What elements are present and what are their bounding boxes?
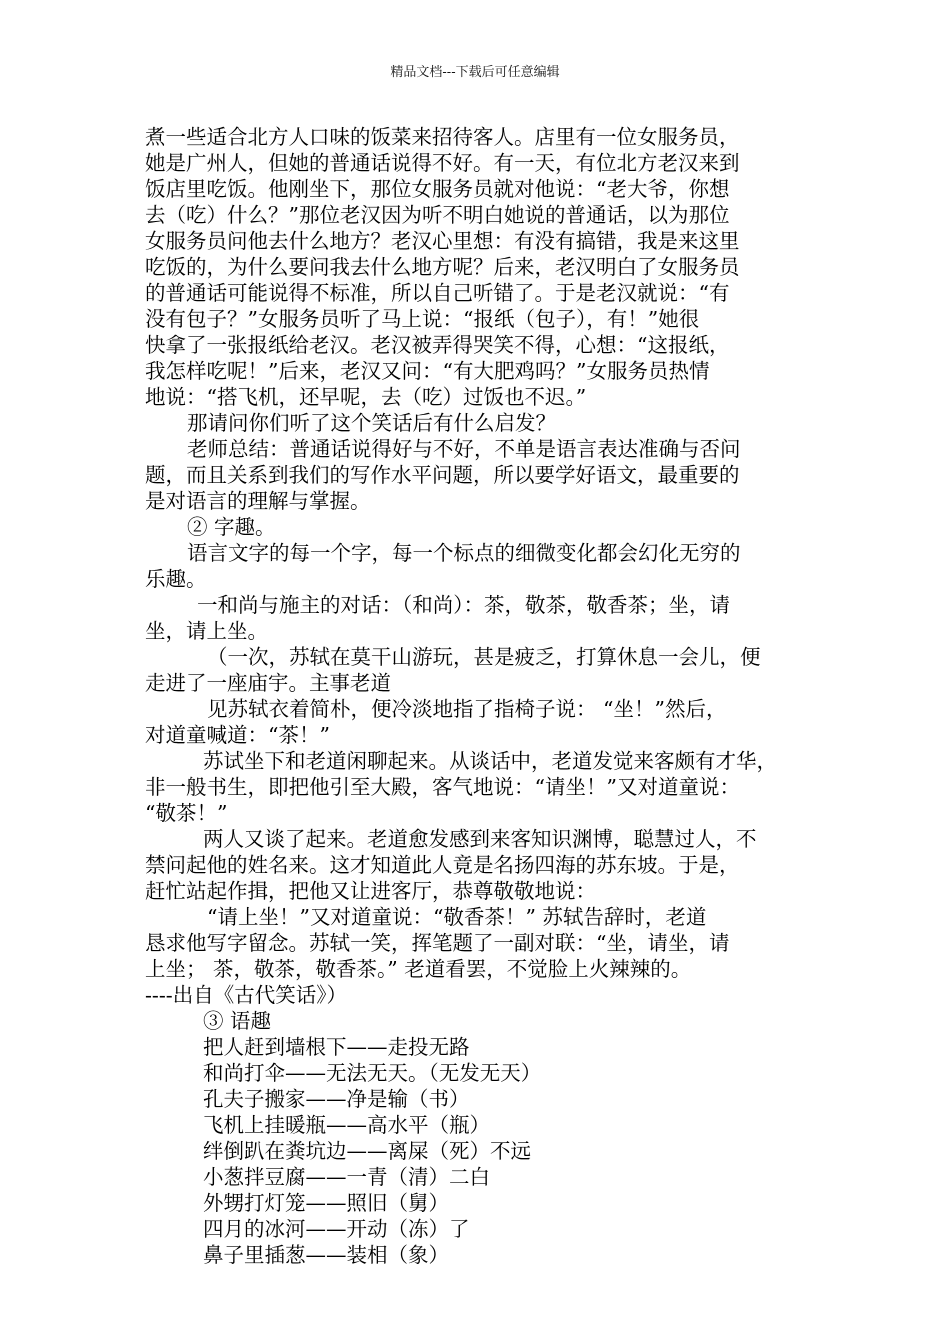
list-item: 和尚打伞——无法无天。（无发无天） <box>203 1061 542 1085</box>
text-line: 苏试坐下和老道闲聊起来。从谈话中，老道发觉来客颇有才华， <box>203 749 777 773</box>
text-line: 一和尚与施主的对话：（和尚）：茶，敬茶，敬香茶；坐，请 <box>197 593 730 617</box>
text-line: 对道童喊道：“茶！” <box>145 723 330 747</box>
list-item: 把人赶到墙根下——走投无路 <box>203 1035 470 1059</box>
text-line: 非一般书生，即把他引至大殿，客气地说：“请坐！”又对道童说： <box>145 775 740 799</box>
list-item: 绊倒趴在粪坑边——离屎（死）不远 <box>203 1139 531 1163</box>
list-item: 四月的冰河——开动（冻）了 <box>203 1217 470 1241</box>
text-line: 两人又谈了起来。老道愈发感到来客知识渊博，聪慧过人，不 <box>203 827 757 851</box>
text-line: 没有包子？”女服务员听了马上说：“报纸（包子），有！”她很 <box>145 307 700 331</box>
text-line: 地说：“搭飞机，还早呢，去（吃）过饭也不迟。” <box>145 385 587 409</box>
teacher-summary: 老师总结：普通话说得好与不好，不单是语言表达准确与否问 <box>187 437 741 461</box>
list-item: 孔夫子搬家——净是输（书） <box>203 1087 470 1111</box>
text-line: 语言文字的每一个字，每一个标点的细微变化都会幻化无穷的 <box>187 541 741 565</box>
text-line: 恳求他写字留念。苏轼一笑，挥笔题了一副对联：“坐，请坐，请 <box>145 931 730 955</box>
document-body <box>145 124 809 1268</box>
text-line: 上坐； 茶，敬茶，敬香茶。” 老道看罢，不觉脸上火辣辣的。 <box>145 957 692 981</box>
text-line: 的普通话可能说得不标准，所以自己听错了。于是老汉就说：“有 <box>145 281 730 305</box>
list-item: 飞机上挂暖瓶——高水平（瓶） <box>203 1113 490 1137</box>
source-citation: ----出自《古代笑话》） <box>145 983 347 1007</box>
list-item: 小葱拌豆腐——一青（清）二白 <box>203 1165 490 1189</box>
question-line: 那请问你们听了这个笑话后有什么启发？ <box>187 411 556 435</box>
text-line: 煮一些适合北方人口味的饭菜来招待客人。店里有一位女服务员， <box>145 125 740 149</box>
text-line: 去（吃）什么？”那位老汉因为听不明白她说的普通话，以为那位 <box>145 203 730 227</box>
text-line: 吃饭的，为什么要问我去什么地方呢？后来，老汉明白了女服务员 <box>145 255 740 279</box>
text-line: 见苏轼衣着简朴，便冷淡地指了指椅子说： “坐！”然后， <box>207 697 727 721</box>
text-line: 我怎样吃呢！”后来，老汉又问：“有大肥鸡吗？”女服务员热情 <box>145 359 710 383</box>
page-header: 精品文档---下载后可任意编辑 <box>390 65 560 80</box>
text-line: 女服务员问他去什么地方？老汉心里想：有没有搞错，我是来这里 <box>145 229 740 253</box>
text-line: 她是广州人，但她的普通话说得不好。有一天，有位北方老汉来到 <box>145 151 740 175</box>
text-line: “敬茶！” <box>145 801 228 825</box>
list-item: 外甥打灯笼——照旧（舅） <box>203 1191 449 1215</box>
text-line: 走进了一座庙宇。主事老道 <box>145 671 391 695</box>
text-line: （一次，苏轼在莫干山游玩，甚是疲乏，打算休息一会儿，便 <box>207 645 761 669</box>
list-item: 鼻子里插葱——装相（象） <box>203 1243 449 1267</box>
text-line: 题，而且关系到我们的写作水平问题，所以要学好语文，最重要的 <box>145 463 740 487</box>
section-heading-yu-qu: ③ 语趣 <box>203 1009 272 1033</box>
text-line: 乐趣。 <box>145 567 207 591</box>
text-line: 饭店里吃饭。他刚坐下，那位女服务员就对他说：“老大爷，你想 <box>145 177 730 201</box>
text-line: 赶忙站起作揖，把他又让进客厅，恭尊敬敬地说： <box>145 879 596 903</box>
text-line: “请上坐！”又对道童说：“敬香茶！” 苏轼告辞时，老道 <box>207 905 707 929</box>
text-line: 是对语言的理解与掌握。 <box>145 489 371 513</box>
text-line: 禁问起他的姓名来。这才知道此人竟是名扬四海的苏东坡。于是， <box>145 853 740 877</box>
text-line: 坐，请上坐。 <box>145 619 268 643</box>
section-heading-zi-qu: ② 字趣。 <box>187 515 276 539</box>
text-line: 快拿了一张报纸给老汉。老汉被弄得哭笑不得，心想：“这报纸， <box>145 333 730 357</box>
